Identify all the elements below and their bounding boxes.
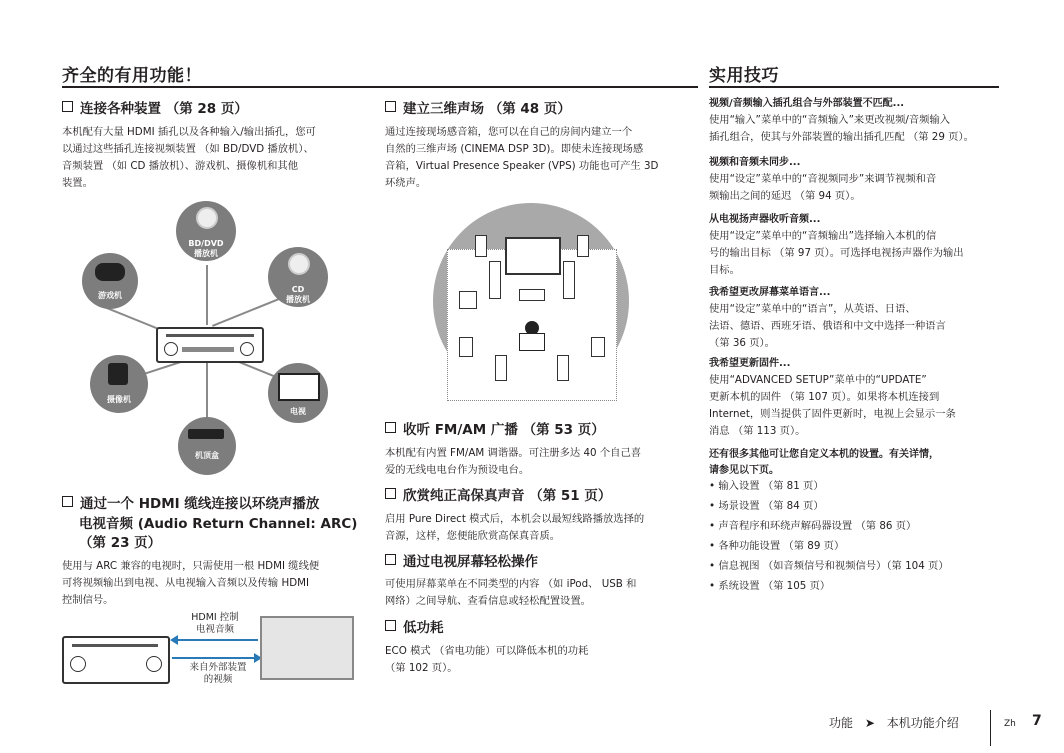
speaker-icon bbox=[489, 261, 501, 299]
tip-question: 从电视扬声器收听音频... bbox=[709, 214, 821, 225]
receiver-icon bbox=[62, 636, 170, 684]
node-tv: 电视 bbox=[268, 363, 328, 423]
breadcrumb bbox=[829, 714, 959, 731]
tip-question: 我希望更改屏幕菜单语言... bbox=[709, 287, 831, 298]
seat-icon bbox=[519, 333, 545, 351]
more-settings-question: 还有很多其他可让您自定义本机的设置。有关详情， 请参见以下页。 bbox=[709, 449, 939, 476]
arc-arrow-left bbox=[172, 639, 258, 641]
gamepad-icon bbox=[95, 263, 125, 281]
node-game: 游戏机 bbox=[82, 253, 138, 309]
arc-top-label: HDMI 控制 电视音频 bbox=[191, 612, 239, 635]
section-title-fm: 收听 FM/AM 广播 （第 53 页） bbox=[385, 420, 605, 440]
tv-icon bbox=[260, 616, 354, 680]
tip-answer: 使用“设定”菜单中的“语言”，从英语、日语、 法语、德语、西班牙语、俄语和中文中选择一种语言 （第 36 页）。 bbox=[709, 303, 946, 349]
speaker-icon bbox=[557, 355, 569, 381]
subwoofer-icon bbox=[459, 291, 477, 309]
disc-icon bbox=[196, 207, 218, 229]
node-camera: 摄像机 bbox=[90, 355, 148, 413]
section-title-surround: 建立三维声场 （第 48 页） bbox=[385, 99, 571, 119]
list-item: • 信息视图 （如音频信号和视频信号）（第 104 页） bbox=[709, 556, 1009, 576]
checkbox-icon bbox=[385, 101, 396, 112]
breadcrumb-item[interactable]: 功能 bbox=[829, 716, 854, 730]
arrow-right-icon: ➤ bbox=[864, 716, 875, 730]
section-title-arc-line3: （第 23 页） bbox=[79, 535, 162, 551]
arc-bottom-label: 来自外部装置 的视频 bbox=[189, 662, 247, 685]
node-cd: CD 播放机 bbox=[268, 247, 328, 307]
section-body-arc: 使用与 ARC 兼容的电视时，只需使用一根 HDMI 缆线便 可将视频输出到电视、从电视输入音频以及传输 HDMI 控制信号。 bbox=[62, 560, 320, 606]
tip-question: 我希望更新固件... bbox=[709, 358, 791, 369]
tip-answer: 使用“设定”菜单中的“音视频同步”来调节视频和音 频输出之间的延迟 （第 94 页）。 bbox=[709, 173, 937, 202]
section-body-surround: 通过连接现场感音箱，您可以在自己的房间内建立一个 自然的三维声场 (CINEMA DSP 3D)。即使未连接现场感 音箱，Virtual Presence Speaker (VPS) 功能也可产生 3D 环绕声。 bbox=[385, 126, 659, 189]
tip-question: 视频和音频未同步... bbox=[709, 157, 801, 168]
speaker-icon bbox=[577, 235, 589, 257]
tip-answer: 使用“设定”菜单中的“音频输出”选择输入本机的信 号的输出目标 （第 97 页）。可选择电视扬声器作为输出 目标。 bbox=[709, 230, 964, 276]
tv-icon bbox=[278, 373, 320, 401]
center-speaker-icon bbox=[519, 289, 545, 301]
section-title-connect: 连接各种装置 （第 28 页） bbox=[62, 99, 248, 119]
section-body-tv: 可使用屏幕菜单在不同类型的内容 （如 iPod、 USB 和 网络）之间导航、查看信息或轻松配置设置。 bbox=[385, 578, 637, 607]
section-title-arc: 通过一个 HDMI 缆线连接以环绕声播放 bbox=[62, 494, 319, 514]
heading-rule-right bbox=[709, 86, 999, 88]
heading-rule-left bbox=[62, 86, 698, 88]
list-item: • 场景设置 （第 84 页） bbox=[709, 496, 1009, 516]
more-settings-list bbox=[709, 476, 1009, 596]
checkbox-icon bbox=[62, 101, 73, 112]
arrow-left-icon bbox=[170, 635, 178, 645]
section-title-hifi: 欣赏纯正高保真声音 （第 51 页） bbox=[385, 486, 611, 506]
tip-question: 视频/音频输入插孔组合与外部装置不匹配... bbox=[709, 98, 905, 109]
section-title-eco: 低功耗 bbox=[385, 618, 444, 638]
list-item: • 输入设置 （第 81 页） bbox=[709, 476, 1009, 496]
page-heading-left: 齐全的有用功能！ bbox=[62, 66, 202, 86]
language-code: Zh bbox=[1004, 719, 1016, 729]
camcorder-icon bbox=[108, 363, 128, 385]
speaker-icon bbox=[495, 355, 507, 381]
node-bd-dvd: BD/DVD 播放机 bbox=[176, 201, 236, 261]
speaker-icon bbox=[591, 337, 605, 357]
tip-answer: 使用“ADVANCED SETUP”菜单中的“UPDATE” 更新本机的固件 （第 107 页）。如果将本机连接到 Internet，则当提供了固件更新时，电视上会显示一条 消息 （第 113 页）。 bbox=[709, 374, 956, 437]
surround-room-diagram bbox=[433, 203, 633, 401]
node-stb: 机顶盒 bbox=[178, 417, 236, 475]
footer-divider bbox=[990, 710, 991, 746]
speaker-icon bbox=[459, 337, 473, 357]
speaker-icon bbox=[475, 235, 487, 257]
checkbox-icon bbox=[385, 620, 396, 631]
checkbox-icon bbox=[385, 554, 396, 565]
list-item: • 系统设置 （第 105 页） bbox=[709, 576, 1009, 596]
set-top-box-icon bbox=[188, 429, 224, 439]
arc-diagram bbox=[62, 612, 362, 687]
section-body-eco: ECO 模式 （省电功能）可以降低本机的功耗 （第 102 页）。 bbox=[385, 645, 589, 674]
section-title-arc-line2: 电视音频 (Audio Return Channel: ARC) bbox=[79, 516, 358, 532]
section-body-fm: 本机配有内置 FM/AM 调谐器。可注册多达 40 个自己喜 爱的无线电电台作为预设电台。 bbox=[385, 447, 642, 476]
arc-arrow-right bbox=[172, 657, 258, 659]
connection-diagram bbox=[62, 195, 362, 475]
av-receiver-icon bbox=[156, 327, 264, 363]
speaker-icon bbox=[563, 261, 575, 299]
section-body-connect: 本机配有大量 HDMI 插孔以及各种输入/输出插孔，您可 以通过这些插孔连接视频装置 （如 BD/DVD 播放机）、 音频装置 （如 CD 播放机）、游戏机、摄像机和其他 装置。 bbox=[62, 126, 316, 189]
checkbox-icon bbox=[385, 422, 396, 433]
cd-icon bbox=[288, 253, 310, 275]
section-body-hifi: 启用 Pure Direct 模式后，本机会以最短线路播放选择的 音源，这样，您便能欣赏高保真音质。 bbox=[385, 513, 645, 542]
list-item: • 各种功能设置 （第 89 页） bbox=[709, 536, 1009, 556]
section-title-tv: 通过电视屏幕轻松操作 bbox=[385, 552, 538, 572]
page-number: 7 bbox=[1032, 713, 1042, 729]
breadcrumb-item[interactable]: 本机功能介绍 bbox=[886, 716, 959, 730]
screen-icon bbox=[505, 237, 561, 275]
list-item: • 声音程序和环绕声解码器设置 （第 86 页） bbox=[709, 516, 1009, 536]
checkbox-icon bbox=[62, 496, 73, 507]
checkbox-icon bbox=[385, 488, 396, 499]
page-heading-right: 实用技巧 bbox=[709, 66, 779, 86]
tip-answer: 使用“输入”菜单中的“音频输入”来更改视频/音频输入 插孔组合，使其与外部装置的输出插孔匹配 （第 29 页）。 bbox=[709, 114, 974, 143]
